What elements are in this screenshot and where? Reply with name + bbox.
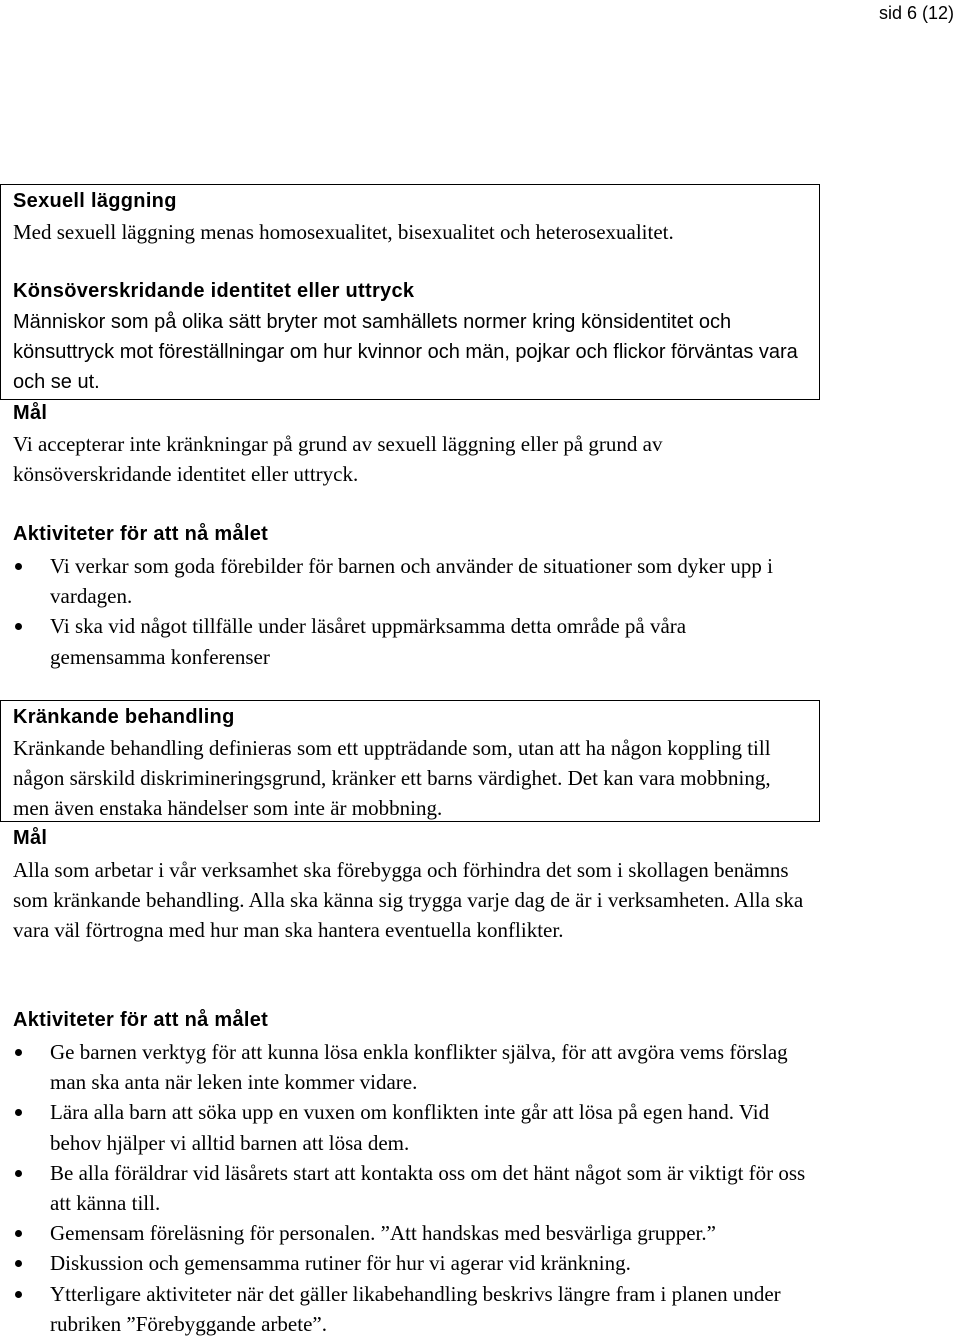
text-sexual-orientation: Med sexuell läggning menas homosexualitet, bisexualitet och heterosexualitet. <box>13 220 674 244</box>
bullet-icon <box>15 623 22 630</box>
list-item: Gemensam föreläsning för personalen. ”Att handskas med besvärliga grupper.” <box>13 1218 813 1248</box>
heading-goal-2: Mål <box>13 827 48 849</box>
heading-activities-2: Aktiviteter för att nå målet <box>13 1009 269 1031</box>
heading-gender-identity: Könsöverskridande identitet eller uttryck <box>13 280 415 302</box>
list-item: Vi ska vid något tillfälle under läsåret uppmärksamma detta område på våra gemensamma konferenser <box>13 611 803 671</box>
bullet-icon <box>15 563 22 570</box>
activities-list-1 <box>13 551 803 672</box>
page-number: sid 6 (12) <box>878 3 954 23</box>
bullet-icon <box>15 1291 22 1298</box>
activities-list-2 <box>13 1037 813 1339</box>
heading-sexual-orientation: Sexuell läggning <box>13 190 177 212</box>
bullet-icon <box>15 1260 22 1267</box>
heading-offensive-treatment: Kränkande behandling <box>13 706 235 728</box>
text-offensive-treatment: Kränkande behandling definieras som ett uppträdande som, utan att ha någon koppling till någon särskild diskrimineringsgrund, kränker ett barns värdighet. Det kan vara mobbning, men även enstaka händelser som inte är mobbning. <box>13 736 771 821</box>
bullet-icon <box>15 1049 22 1056</box>
list-item: Diskussion och gemensamma rutiner för hur vi agerar vid kränkning. <box>13 1248 813 1278</box>
list-item: Vi verkar som goda förebilder för barnen och använder de situationer som dyker upp i vardagen. <box>13 551 803 611</box>
bullet-icon <box>15 1230 22 1237</box>
list-item: Lära alla barn att söka upp en vuxen om konflikten inte går att lösa på egen hand. Vid behov hjälper vi alltid barnen att lösa dem. <box>13 1097 813 1157</box>
text-goal-2: Alla som arbetar i vår verksamhet ska förebygga och förhindra det som i skollagen benämns som kränkande behandling. Alla ska känna sig trygga varje dag de är i verksamheten. Alla ska vara väl förtrogna med hur man ska hantera eventuella konflikter. <box>13 858 804 943</box>
bullet-icon <box>15 1170 22 1177</box>
list-item: Be alla föräldrar vid läsårets start att kontakta oss om det hänt något som är viktigt för oss att känna till. <box>13 1158 813 1218</box>
bullet-icon <box>15 1109 22 1116</box>
text-goal-1: Vi accepterar inte kränkningar på grund av sexuell läggning eller på grund av könsöverskridande identitet eller uttryck. <box>13 432 663 487</box>
heading-activities-1: Aktiviteter för att nå målet <box>13 523 269 545</box>
list-item: Ytterligare aktiviteter när det gäller likabehandling beskrivs längre fram i planen under rubriken ”Förebyggande arbete”. <box>13 1279 813 1339</box>
list-item: Ge barnen verktyg för att kunna lösa enkla konflikter själva, för att avgöra vems förslag man ska anta när leken inte kommer vidare. <box>13 1037 813 1097</box>
heading-goal-1: Mål <box>13 402 48 424</box>
text-gender-identity: Människor som på olika sätt bryter mot samhällets normer kring könsidentitet och könsuttryck mot föreställningar om hur kvinnor och män, pojkar och flickor förväntas vara och se ut. <box>13 311 798 394</box>
